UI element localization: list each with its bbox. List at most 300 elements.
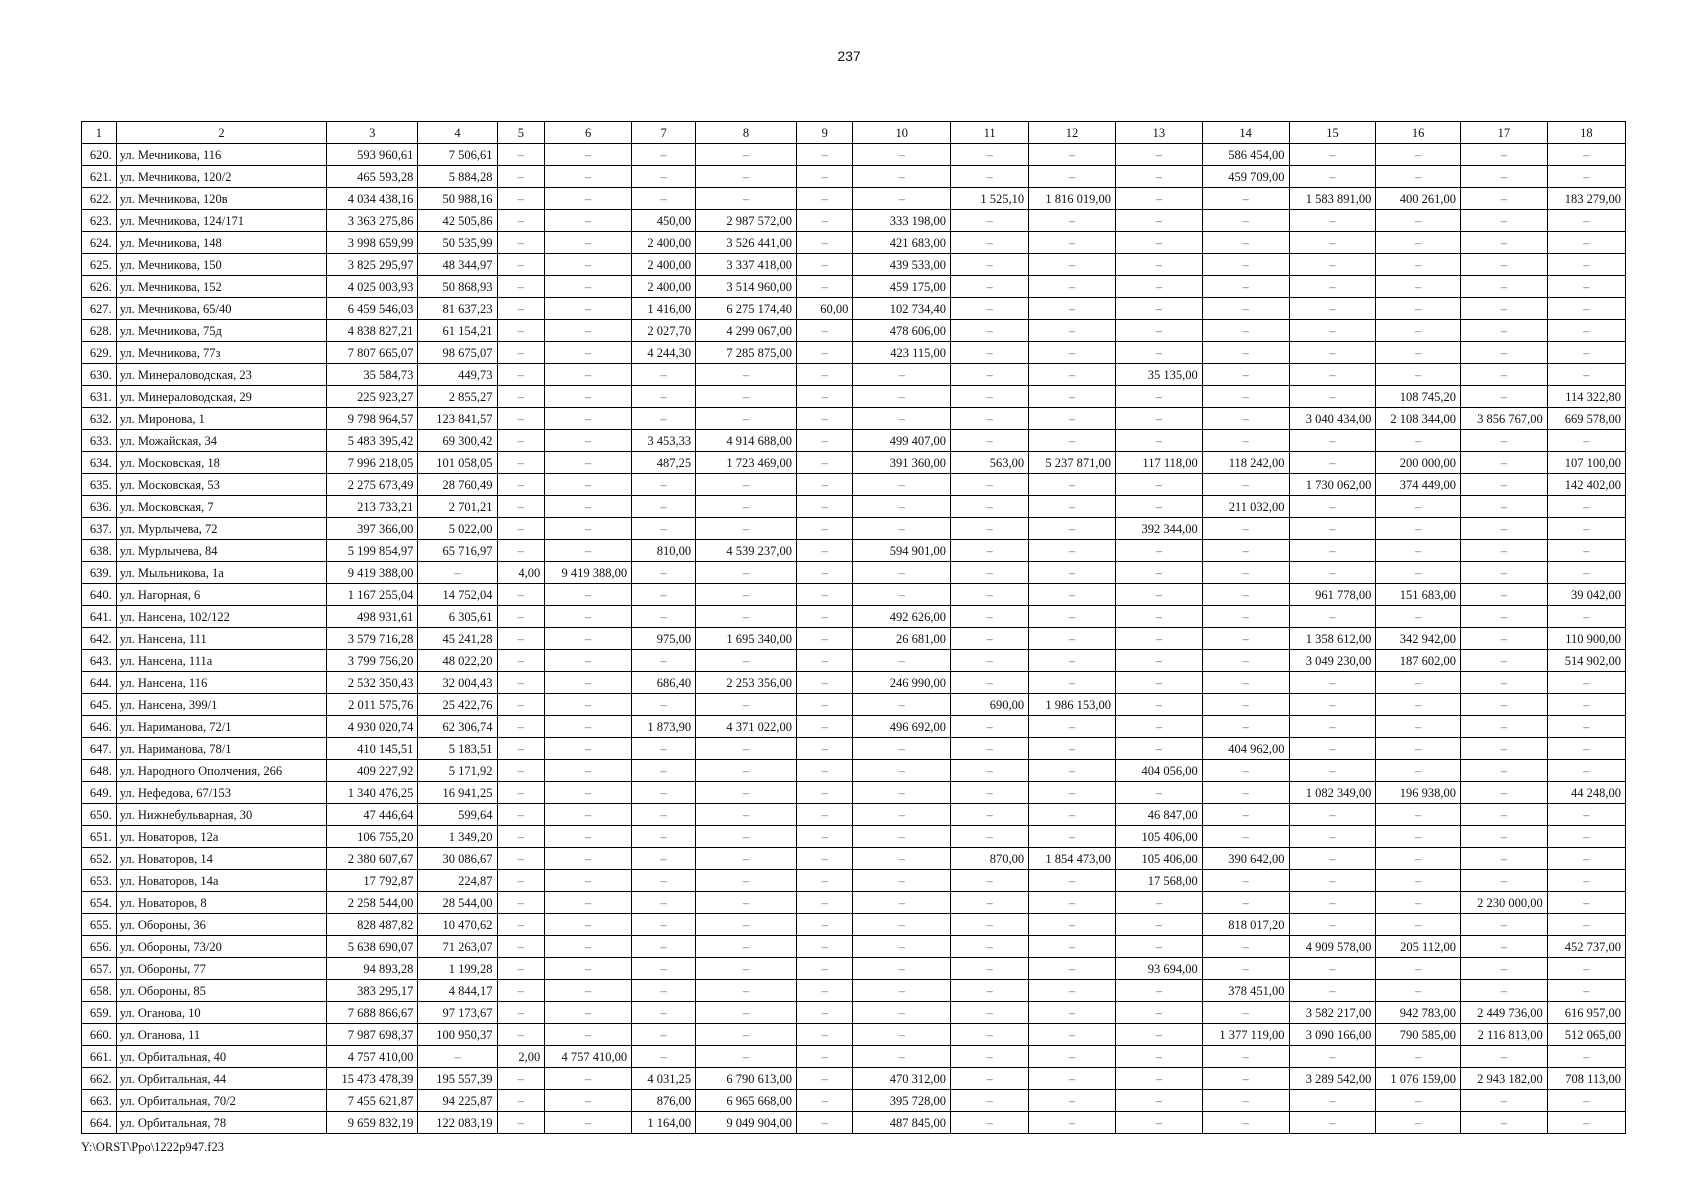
value-cell: – [632, 848, 696, 870]
address-cell: ул. Мурлычева, 84 [116, 540, 326, 562]
value-cell: 2 116 813,00 [1460, 1024, 1547, 1046]
value-cell: – [1547, 870, 1625, 892]
address-cell: ул. Оганова, 10 [116, 1002, 326, 1024]
value-cell: – [1376, 848, 1461, 870]
value-cell: – [797, 1002, 853, 1024]
value-cell: – [1376, 672, 1461, 694]
value-cell: – [1547, 1090, 1625, 1112]
table-row [82, 496, 1626, 518]
value-cell: 187 602,00 [1376, 650, 1461, 672]
table-row [82, 430, 1626, 452]
value-cell: – [545, 254, 632, 276]
value-cell: 108 745,20 [1376, 386, 1461, 408]
value-cell: 211 032,00 [1202, 496, 1289, 518]
value-cell: – [1115, 716, 1202, 738]
column-header: 16 [1376, 122, 1461, 144]
value-cell: – [1376, 232, 1461, 254]
value-cell: – [632, 386, 696, 408]
table-row [82, 298, 1626, 320]
table-row [82, 232, 1626, 254]
value-cell: – [1202, 188, 1289, 210]
address-cell: ул. Мечникова, 77з [116, 342, 326, 364]
column-header: 13 [1115, 122, 1202, 144]
value-cell: 459 709,00 [1202, 166, 1289, 188]
value-cell: – [1202, 958, 1289, 980]
value-cell: – [1029, 716, 1116, 738]
value-cell: – [1289, 826, 1376, 848]
value-cell: – [1547, 342, 1625, 364]
value-cell: – [545, 738, 632, 760]
value-cell: 6 459 546,03 [327, 298, 418, 320]
value-cell: – [632, 804, 696, 826]
value-cell: – [1547, 210, 1625, 232]
value-cell: 4 539 237,00 [696, 540, 797, 562]
value-cell: – [1547, 254, 1625, 276]
value-cell: – [853, 386, 951, 408]
value-cell: – [632, 914, 696, 936]
value-cell: 50 868,93 [418, 276, 497, 298]
value-cell: – [497, 166, 545, 188]
value-cell: – [545, 914, 632, 936]
table-row [82, 848, 1626, 870]
value-cell: – [1376, 760, 1461, 782]
address-cell: ул. Мечникова, 120/2 [116, 166, 326, 188]
value-cell: – [1547, 892, 1625, 914]
value-cell: 4,00 [497, 562, 545, 584]
value-cell: 333 198,00 [853, 210, 951, 232]
value-cell: – [696, 760, 797, 782]
value-cell: 616 957,00 [1547, 1002, 1625, 1024]
value-cell: – [797, 760, 853, 782]
value-cell: – [545, 386, 632, 408]
value-cell: – [853, 958, 951, 980]
value-cell: – [853, 936, 951, 958]
value-cell: 101 058,05 [418, 452, 497, 474]
value-cell: – [1115, 342, 1202, 364]
value-cell: 3 856 767,00 [1460, 408, 1547, 430]
value-cell: – [951, 980, 1029, 1002]
row-number: 632. [82, 408, 117, 430]
value-cell: – [497, 584, 545, 606]
value-cell: – [1460, 870, 1547, 892]
value-cell: – [632, 518, 696, 540]
value-cell: 122 083,19 [418, 1112, 497, 1134]
value-cell: – [632, 694, 696, 716]
value-cell: – [497, 232, 545, 254]
row-number: 621. [82, 166, 117, 188]
value-cell: – [1460, 254, 1547, 276]
value-cell: – [545, 474, 632, 496]
value-cell: – [1202, 782, 1289, 804]
table-row [82, 936, 1626, 958]
value-cell: – [1376, 606, 1461, 628]
value-cell: – [1289, 1112, 1376, 1134]
row-number: 654. [82, 892, 117, 914]
value-cell: – [1115, 298, 1202, 320]
value-cell: – [1376, 1112, 1461, 1134]
value-cell: 100 950,37 [418, 1024, 497, 1046]
value-cell: – [1460, 694, 1547, 716]
value-cell: – [696, 188, 797, 210]
value-cell: 2 258 544,00 [327, 892, 418, 914]
value-cell: – [497, 936, 545, 958]
table-row [82, 1002, 1626, 1024]
value-cell: – [1202, 276, 1289, 298]
value-cell: 3 049 230,00 [1289, 650, 1376, 672]
value-cell: – [951, 870, 1029, 892]
value-cell: 47 446,64 [327, 804, 418, 826]
value-cell: – [951, 474, 1029, 496]
address-cell: ул. Обороны, 77 [116, 958, 326, 980]
value-cell: 200 000,00 [1376, 452, 1461, 474]
value-cell: – [1115, 980, 1202, 1002]
value-cell: – [632, 980, 696, 1002]
value-cell: – [545, 1090, 632, 1112]
address-cell: ул. Минераловодская, 29 [116, 386, 326, 408]
value-cell: – [797, 870, 853, 892]
value-cell: – [1029, 870, 1116, 892]
value-cell: 42 505,86 [418, 210, 497, 232]
value-cell: – [545, 518, 632, 540]
row-number: 643. [82, 650, 117, 672]
value-cell: – [951, 210, 1029, 232]
value-cell: 2 011 575,76 [327, 694, 418, 716]
value-cell: – [951, 1024, 1029, 1046]
address-cell: ул. Народного Ополчения, 266 [116, 760, 326, 782]
value-cell: 586 454,00 [1202, 144, 1289, 166]
value-cell: – [1029, 958, 1116, 980]
value-cell: 1 583 891,00 [1289, 188, 1376, 210]
value-cell: 1 986 153,00 [1029, 694, 1116, 716]
value-cell: 397 366,00 [327, 518, 418, 540]
address-cell: ул. Новаторов, 14а [116, 870, 326, 892]
value-cell: 69 300,42 [418, 430, 497, 452]
value-cell: – [1289, 540, 1376, 562]
value-cell: – [1547, 298, 1625, 320]
value-cell: – [696, 1024, 797, 1046]
row-number: 644. [82, 672, 117, 694]
value-cell: – [853, 870, 951, 892]
address-cell: ул. Мечникова, 124/171 [116, 210, 326, 232]
value-cell: 28 544,00 [418, 892, 497, 914]
value-cell: – [951, 650, 1029, 672]
value-cell: – [1115, 782, 1202, 804]
value-cell: – [797, 364, 853, 386]
value-cell: – [545, 650, 632, 672]
value-cell: – [797, 804, 853, 826]
value-cell: – [545, 958, 632, 980]
value-cell: – [1029, 1090, 1116, 1112]
address-cell: ул. Нариманова, 78/1 [116, 738, 326, 760]
value-cell: 404 962,00 [1202, 738, 1289, 760]
value-cell: 423 115,00 [853, 342, 951, 364]
value-cell: 123 841,57 [418, 408, 497, 430]
value-cell: – [545, 210, 632, 232]
value-cell: 4 371 022,00 [696, 716, 797, 738]
value-cell: – [696, 496, 797, 518]
value-cell: – [1029, 980, 1116, 1002]
value-cell: 81 637,23 [418, 298, 497, 320]
value-cell: – [853, 848, 951, 870]
row-number: 635. [82, 474, 117, 496]
value-cell: – [1547, 562, 1625, 584]
row-number: 657. [82, 958, 117, 980]
value-cell: 4 838 827,21 [327, 320, 418, 342]
value-cell: 410 145,51 [327, 738, 418, 760]
value-cell: 492 626,00 [853, 606, 951, 628]
table-row [82, 606, 1626, 628]
value-cell: – [951, 606, 1029, 628]
value-cell: – [1029, 936, 1116, 958]
value-cell: – [1460, 650, 1547, 672]
value-cell: – [1460, 804, 1547, 826]
value-cell: – [1547, 540, 1625, 562]
value-cell: 1 695 340,00 [696, 628, 797, 650]
value-cell: – [1460, 540, 1547, 562]
value-cell: – [853, 1046, 951, 1068]
value-cell: – [853, 408, 951, 430]
value-cell: – [1029, 628, 1116, 650]
row-number: 652. [82, 848, 117, 870]
value-cell: 3 579 716,28 [327, 628, 418, 650]
value-cell: – [797, 210, 853, 232]
value-cell: – [497, 1024, 545, 1046]
column-header: 15 [1289, 122, 1376, 144]
column-header: 11 [951, 122, 1029, 144]
value-cell: 114 322,80 [1547, 386, 1625, 408]
value-cell: – [1202, 650, 1289, 672]
value-cell: – [1547, 826, 1625, 848]
value-cell: 514 902,00 [1547, 650, 1625, 672]
value-cell: – [1115, 408, 1202, 430]
value-cell: – [797, 1024, 853, 1046]
row-number: 659. [82, 1002, 117, 1024]
value-cell: – [797, 518, 853, 540]
value-cell: 2 855,27 [418, 386, 497, 408]
row-number: 624. [82, 232, 117, 254]
page-number: 237 [837, 48, 861, 64]
value-cell: 3 289 542,00 [1289, 1068, 1376, 1090]
value-cell: – [951, 628, 1029, 650]
value-cell: – [1115, 166, 1202, 188]
value-cell: 2 230 000,00 [1460, 892, 1547, 914]
value-cell: 452 737,00 [1547, 936, 1625, 958]
table-row [82, 166, 1626, 188]
value-cell: 2 108 344,00 [1376, 408, 1461, 430]
table-row [82, 914, 1626, 936]
table-row [82, 1024, 1626, 1046]
value-cell: 5 638 690,07 [327, 936, 418, 958]
value-cell: – [1029, 364, 1116, 386]
value-cell: 60,00 [797, 298, 853, 320]
value-cell: – [853, 166, 951, 188]
value-cell: – [951, 958, 1029, 980]
value-cell: – [1547, 320, 1625, 342]
value-cell: – [1289, 1090, 1376, 1112]
column-header: 10 [853, 122, 951, 144]
row-number: 630. [82, 364, 117, 386]
value-cell: – [1115, 694, 1202, 716]
value-cell: 105 406,00 [1115, 826, 1202, 848]
value-cell: 25 422,76 [418, 694, 497, 716]
value-cell: 4 299 067,00 [696, 320, 797, 342]
value-cell: – [1289, 430, 1376, 452]
value-cell: – [1029, 804, 1116, 826]
value-cell: 499 407,00 [853, 430, 951, 452]
value-cell: – [853, 892, 951, 914]
value-cell: – [1115, 474, 1202, 496]
value-cell: – [1029, 584, 1116, 606]
value-cell: – [632, 188, 696, 210]
value-cell: – [1460, 958, 1547, 980]
value-cell: – [1460, 342, 1547, 364]
value-cell: – [951, 1068, 1029, 1090]
table-row [82, 518, 1626, 540]
value-cell: 7 987 698,37 [327, 1024, 418, 1046]
value-cell: 1 723 469,00 [696, 452, 797, 474]
value-cell: – [1115, 584, 1202, 606]
value-cell: – [497, 760, 545, 782]
value-cell: – [497, 628, 545, 650]
value-cell: 487,25 [632, 452, 696, 474]
value-cell: – [545, 452, 632, 474]
table-row [82, 958, 1626, 980]
value-cell: 2 400,00 [632, 254, 696, 276]
value-cell: 9 798 964,57 [327, 408, 418, 430]
address-cell: ул. Нансена, 111а [116, 650, 326, 672]
value-cell: – [797, 738, 853, 760]
value-cell: – [1202, 386, 1289, 408]
value-cell: 9 419 388,00 [545, 562, 632, 584]
row-number: 638. [82, 540, 117, 562]
address-cell: ул. Мечникова, 148 [116, 232, 326, 254]
value-cell: – [1376, 914, 1461, 936]
value-cell: – [497, 540, 545, 562]
value-cell: 5 884,28 [418, 166, 497, 188]
value-cell: – [797, 232, 853, 254]
value-cell: – [1202, 1046, 1289, 1068]
value-cell: – [1115, 1090, 1202, 1112]
value-cell: – [1289, 518, 1376, 540]
row-number: 647. [82, 738, 117, 760]
value-cell: – [853, 1002, 951, 1024]
value-cell: – [632, 408, 696, 430]
value-cell: – [696, 144, 797, 166]
value-cell: – [951, 518, 1029, 540]
address-cell: ул. Мыльникова, 1а [116, 562, 326, 584]
value-cell: – [696, 166, 797, 188]
value-cell: – [1460, 474, 1547, 496]
value-cell: – [1202, 1002, 1289, 1024]
address-cell: ул. Московская, 7 [116, 496, 326, 518]
value-cell: – [1029, 672, 1116, 694]
address-cell: ул. Нефедова, 67/153 [116, 782, 326, 804]
value-cell: – [1547, 694, 1625, 716]
value-cell: 3 514 960,00 [696, 276, 797, 298]
value-cell: – [1547, 232, 1625, 254]
value-cell: – [497, 804, 545, 826]
value-cell: – [1289, 892, 1376, 914]
value-cell: – [1460, 1112, 1547, 1134]
value-cell: 94 225,87 [418, 1090, 497, 1112]
value-cell: – [1460, 826, 1547, 848]
value-cell: – [797, 166, 853, 188]
value-cell: – [1460, 276, 1547, 298]
header-row [82, 122, 1626, 144]
value-cell: 961 778,00 [1289, 584, 1376, 606]
value-cell: – [696, 782, 797, 804]
row-number: 639. [82, 562, 117, 584]
value-cell: – [1029, 1068, 1116, 1090]
value-cell: – [951, 232, 1029, 254]
value-cell: – [1029, 1112, 1116, 1134]
value-cell: – [797, 562, 853, 584]
value-cell: – [1029, 826, 1116, 848]
value-cell: – [1029, 1046, 1116, 1068]
value-cell: 15 473 478,39 [327, 1068, 418, 1090]
row-number: 664. [82, 1112, 117, 1134]
value-cell: – [497, 320, 545, 342]
value-cell: – [1029, 892, 1116, 914]
value-cell: 9 659 832,19 [327, 1112, 418, 1134]
value-cell: 105 406,00 [1115, 848, 1202, 870]
value-cell: – [497, 144, 545, 166]
value-cell: 110 900,00 [1547, 628, 1625, 650]
value-cell: 46 847,00 [1115, 804, 1202, 826]
table-row [82, 1046, 1626, 1068]
value-cell: 2 987 572,00 [696, 210, 797, 232]
value-cell: – [951, 298, 1029, 320]
value-cell: – [1376, 540, 1461, 562]
table-row [82, 276, 1626, 298]
value-cell: – [632, 958, 696, 980]
value-cell: 48 344,97 [418, 254, 497, 276]
value-cell: – [1202, 1090, 1289, 1112]
value-cell: – [632, 1002, 696, 1024]
value-cell: – [1547, 804, 1625, 826]
value-cell: 342 942,00 [1376, 628, 1461, 650]
value-cell: – [1202, 1112, 1289, 1134]
value-cell: – [853, 1024, 951, 1046]
value-cell: 439 533,00 [853, 254, 951, 276]
value-cell: – [797, 386, 853, 408]
value-cell: – [853, 584, 951, 606]
table-body [82, 144, 1626, 1134]
row-number: 655. [82, 914, 117, 936]
value-cell: – [632, 892, 696, 914]
value-cell: – [1547, 496, 1625, 518]
value-cell: – [1029, 606, 1116, 628]
value-cell: – [951, 408, 1029, 430]
value-cell: 1 076 159,00 [1376, 1068, 1461, 1090]
value-cell: – [951, 584, 1029, 606]
value-cell: – [853, 826, 951, 848]
address-cell: ул. Новаторов, 14 [116, 848, 326, 870]
value-cell: – [1289, 914, 1376, 936]
value-cell: 2 027,70 [632, 320, 696, 342]
value-cell: 17 568,00 [1115, 870, 1202, 892]
value-cell: – [1289, 342, 1376, 364]
value-cell: – [1029, 210, 1116, 232]
value-cell: – [797, 1112, 853, 1134]
table-row [82, 738, 1626, 760]
value-cell: 1 525,10 [951, 188, 1029, 210]
value-cell: – [696, 826, 797, 848]
value-cell: 50 988,16 [418, 188, 497, 210]
value-cell: – [1376, 496, 1461, 518]
value-cell: 2 275 673,49 [327, 474, 418, 496]
value-cell: – [1376, 1046, 1461, 1068]
